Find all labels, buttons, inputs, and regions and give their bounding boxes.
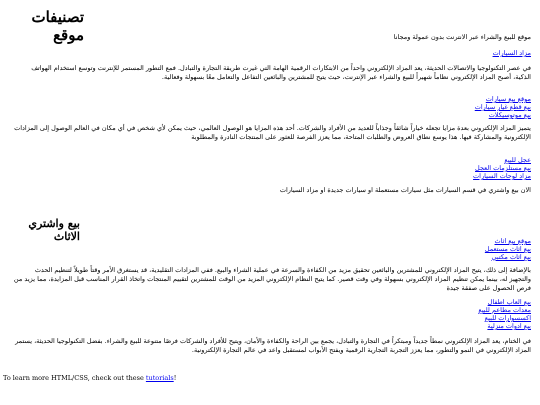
footer-text: To learn more HTML/CSS, check out these <box>3 374 146 382</box>
tagline: موقع للبيع والشراء عبر الانترنت بدون عمولة ومجانا <box>393 33 531 41</box>
link-restaurant-equipment[interactable]: معدات مطاعم للبيع <box>478 306 531 314</box>
link-wheels-sale[interactable]: عجل للبيع <box>504 156 531 164</box>
link-plates-auction[interactable]: مزاد لوحات السيارات <box>473 172 531 180</box>
links-group-1 <box>6 95 535 119</box>
paragraph-2: يتميز المزاد الإلكتروني بعدة مزايا تجعله خياراً شائقاً وجذاباً للعديد من الأفراد والشركات. أحد هذه المزايا هو الوصول العالمي، حيث يمكن لأي شخص في أي مكان في العالم الوصول إلى المزادات الإلكترونية والمشاركة فيها. هذا يوسع نطاق العروض والطلبات المتاحة، مما يعزز الفرصة للعثور على المنتجات النادرة والمطلوبة <box>14 124 531 141</box>
footer-text-end: ! <box>173 374 177 382</box>
paragraph-4: بالإضافة إلى ذلك، يتيح المزاد الإلكتروني للمشترين والبائعين تحقيق مزيد من الكفاءة والسرعة في عملية الشراء والبيع. ففي المزادات التقليدية، قد يستغرق الأمر وقتاً طويلاً لتنظيم الحدث والتجهيز له، بينما يمكن تنظيم المزاد الإلكتروني بسهولة وفي وقت قصير. كما يتيح النظام الإلكتروني المزيد من الوقت للمشترين لتقييم المنتجات واتخاذ القرار المناسب قبل المزايدة، مما يزيد من فرص الحصول على صفقة جيدة <box>13 266 531 292</box>
link-cars-sale[interactable]: موقع بيع سيارات <box>485 95 531 103</box>
link-car-parts[interactable]: بيع قطع غيار سيارات <box>474 103 531 111</box>
main-link-wrap <box>6 49 535 58</box>
links-group-2 <box>6 156 535 180</box>
links-group-3 <box>6 237 535 261</box>
footer <box>3 374 176 383</box>
footer-tutorials-link[interactable]: tutorials <box>145 374 174 382</box>
page-title: تصنيفات موقع <box>31 8 84 44</box>
link-used-furniture[interactable]: بيع اثاث مستعمل <box>484 245 531 253</box>
link-furniture-sale[interactable]: موقع بيع اثاث <box>494 237 531 245</box>
links-group-4 <box>6 298 535 330</box>
main-link-car-auction[interactable]: مزاد السيارات <box>492 49 531 57</box>
link-motorcycles[interactable]: بيع موتوسيكلات <box>488 111 531 119</box>
link-home-tools[interactable]: بيع ادوات منزلية <box>487 322 531 330</box>
link-accessories[interactable]: اكسسوارات للبيع <box>484 314 531 322</box>
link-kids-toys[interactable]: بيع العاب اطفال <box>487 298 531 306</box>
link-office-furniture[interactable]: بيع اثاث مكتبي <box>491 253 531 261</box>
section-2-title: بيع واشتري الاثاث <box>28 217 80 243</box>
paragraph-5: في الختام، يعد المزاد الإلكتروني نمطاً جديداً ومبتكراً في التجارة والتبادل، يجمع بين الراحة والكفاءة والأمان، ويتيح للأفراد والشركات فرصًا متنوعة للبيع والشراء. بفضل التكنولوجيا الحديثة، يستمر المزاد الإلكتروني في النمو والتطور، مما يعزز التجربة التجارية الرقمية ويفتح الأبواب لمستقبل واعد في عالم التجارة الإلكترونية. <box>15 337 531 354</box>
link-wheel-supplies[interactable]: بيع مستلزمات العجل <box>475 164 531 172</box>
paragraph-3: الان بيع واشتري في قسم السيارات مثل سيارات مستعملة او سيارات جديدة او مزاد السيارات <box>279 186 531 194</box>
intro-paragraph: في عصر التكنولوجيا والاتصالات الحديثة، يعد المزاد الإلكتروني واحداً من الابتكارات الرقمية الهامة التي غيرت طريقة التجارة والتبادل. فمع التطور المستمر للإنترنت وتوسع استخدام الهواتف الذكية، أصبح المزاد الإلكتروني نظاماً شهيراً للبيع والشراء عبر الإنترنت، حيث يتيح للمشترين والبائعين التفاعل والتعامل معًا بسهولة وفعالية. <box>31 64 531 81</box>
